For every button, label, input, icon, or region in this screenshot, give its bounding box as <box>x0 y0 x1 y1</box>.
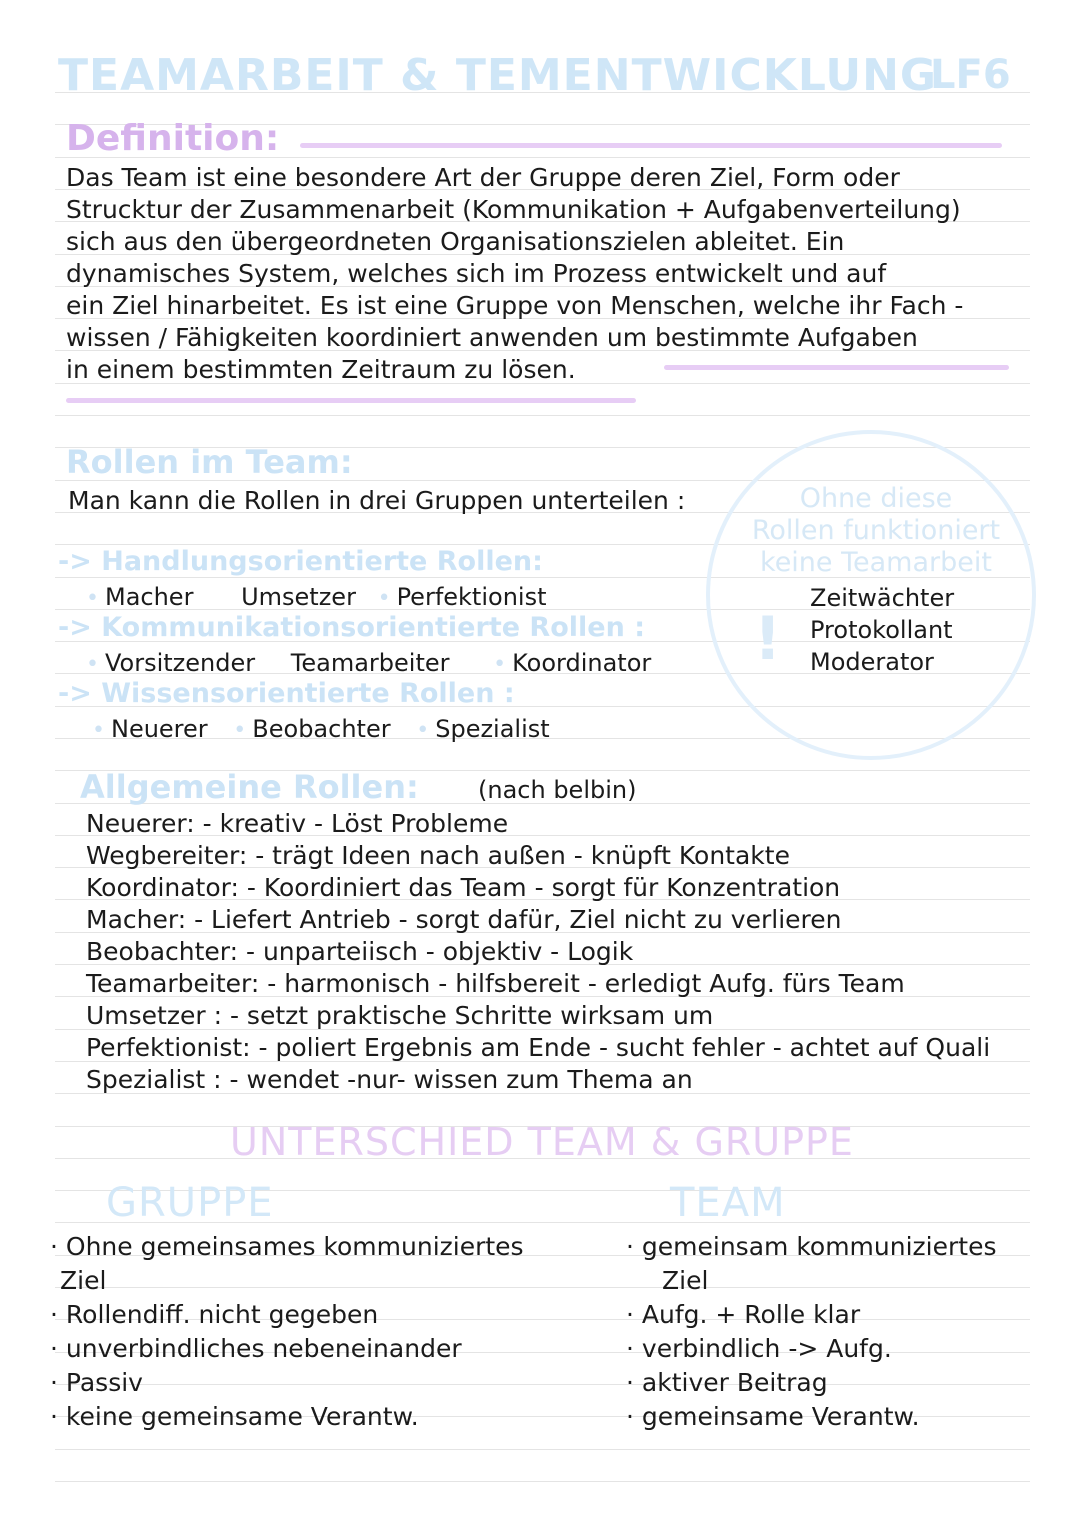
bullet-icon: • <box>86 652 99 677</box>
bullet-icon: • <box>92 718 105 743</box>
bullet-icon: • <box>233 718 247 743</box>
definition-line: sich aus den übergeordneten Organisationszielen ableitet. Ein <box>66 227 845 256</box>
definition-heading: Definition: <box>66 118 280 159</box>
role-group-title: -> Wissensorientierte Rollen : <box>58 678 515 709</box>
general-role-line: Koordinator: - Koordiniert das Team - sorgt für Konzentration <box>86 873 841 902</box>
definition-underline <box>66 398 636 403</box>
bullet-icon: • <box>416 718 430 743</box>
role-item: Umsetzer <box>241 583 356 611</box>
general-roles-list <box>86 808 990 1096</box>
role-item: Beobachter <box>252 715 391 743</box>
definition-line: ein Ziel hinarbeitet. Es ist eine Gruppe von Menschen, welche ihr Fach - <box>66 291 964 320</box>
side-role: Zeitwächter <box>810 584 955 612</box>
comparison-heading: UNTERSCHIED TEAM & GRUPPE <box>230 1120 854 1164</box>
group-column-title: GRUPPE <box>106 1180 274 1226</box>
list-item: Ziel <box>60 1266 107 1295</box>
role-item: Koordinator <box>512 649 652 677</box>
group-list <box>50 1230 524 1434</box>
definition-text <box>66 162 963 386</box>
bullet-icon: • <box>86 586 99 611</box>
general-role-line: Perfektionist: - poliert Ergebnis am Ende - sucht fehler - achtet auf Quali <box>86 1033 991 1062</box>
exclamation-icon: ! <box>754 604 782 674</box>
general-role-line: Wegbereiter: - trägt Ideen nach außen - knüpft Kontakte <box>86 841 790 870</box>
list-item: · Rollendiff. nicht gegeben <box>50 1300 379 1329</box>
role-item: Neuerer <box>110 715 208 743</box>
roles-heading: Rollen im Team: <box>66 443 353 481</box>
role-item: Vorsitzender <box>104 649 256 677</box>
definition-line: wissen / Fähigkeiten koordiniert anwenden um bestimmte Aufgaben <box>66 323 918 352</box>
list-item: · Ohne gemeinsames kommuniziertes <box>50 1232 524 1261</box>
subject-tag: LF6 <box>930 52 1011 98</box>
role-group-items <box>86 647 651 681</box>
general-roles-heading: Allgemeine Rollen: <box>80 768 419 806</box>
side-role: Protokollant <box>810 616 953 644</box>
heading-underline <box>300 143 1002 148</box>
general-role-line: Spezialist : - wendet -nur- wissen zum Thema an <box>86 1065 693 1094</box>
list-item: · keine gemeinsame Verantw. <box>50 1402 419 1431</box>
team-list <box>626 1230 996 1434</box>
page-title: TEAMARBEIT & TEMENTWICKLUNG <box>58 50 938 101</box>
circle-note <box>736 483 1016 579</box>
bullet-icon: • <box>377 586 391 611</box>
bullet-icon: • <box>493 652 507 677</box>
general-role-line: Umsetzer : - setzt praktische Schritte wirksam um <box>86 1001 714 1030</box>
definition-line: Das Team ist eine besondere Art der Gruppe deren Ziel, Form oder <box>66 163 900 192</box>
list-item: · verbindlich -> Aufg. <box>626 1334 892 1363</box>
role-group-title: -> Handlungsorientierte Rollen: <box>58 546 543 577</box>
general-roles-source: (nach belbin) <box>478 776 637 804</box>
circle-note-line: keine Teamarbeit <box>760 547 992 578</box>
circle-note-line: Ohne diese <box>799 483 953 514</box>
general-role-line: Neuerer: - kreativ - Löst Probleme <box>86 809 509 838</box>
role-item: Teamarbeiter <box>290 649 450 677</box>
definition-underline <box>664 365 1009 370</box>
ruled-line <box>55 1449 1030 1450</box>
general-role-line: Macher: - Liefert Antrieb - sorgt dafür, Ziel nicht zu verlieren <box>86 905 842 934</box>
general-role-line: Teamarbeiter: - harmonisch - hilfsbereit - erledigt Aufg. fürs Team <box>86 969 905 998</box>
roles-intro: Man kann die Rollen in drei Gruppen unterteilen : <box>68 486 686 515</box>
list-item: Ziel <box>662 1266 709 1295</box>
general-role-line: Beobachter: - unparteiisch - objektiv - Logik <box>86 937 634 966</box>
list-item: · gemeinsam kommuniziertes <box>626 1232 997 1261</box>
list-item: · Passiv <box>50 1368 143 1397</box>
role-item: Perfektionist <box>396 583 547 611</box>
list-item: · unverbindliches nebeneinander <box>50 1334 462 1363</box>
side-roles <box>810 582 954 678</box>
list-item: · Aufg. + Rolle klar <box>626 1300 861 1329</box>
list-item: · gemeinsame Verantw. <box>626 1402 920 1431</box>
team-column-title: TEAM <box>670 1180 786 1226</box>
definition-line: Strucktur der Zusammenarbeit (Kommunikation + Aufgabenverteilung) <box>66 195 961 224</box>
role-item: Macher <box>104 583 194 611</box>
definition-line: dynamisches System, welches sich im Prozess entwickelt und auf <box>66 259 887 288</box>
role-group-title: -> Kommunikationsorientierte Rollen : <box>58 612 646 643</box>
side-role: Moderator <box>810 648 934 676</box>
role-item: Spezialist <box>435 715 550 743</box>
ruled-line <box>55 415 1030 416</box>
definition-line: in einem bestimmten Zeitraum zu lösen. <box>66 355 576 384</box>
list-item: · aktiver Beitrag <box>626 1368 828 1397</box>
role-group-items <box>86 581 546 615</box>
circle-note-line: Rollen funktioniert <box>751 515 1001 546</box>
role-group-items <box>92 713 550 747</box>
ruled-line <box>55 1481 1030 1482</box>
